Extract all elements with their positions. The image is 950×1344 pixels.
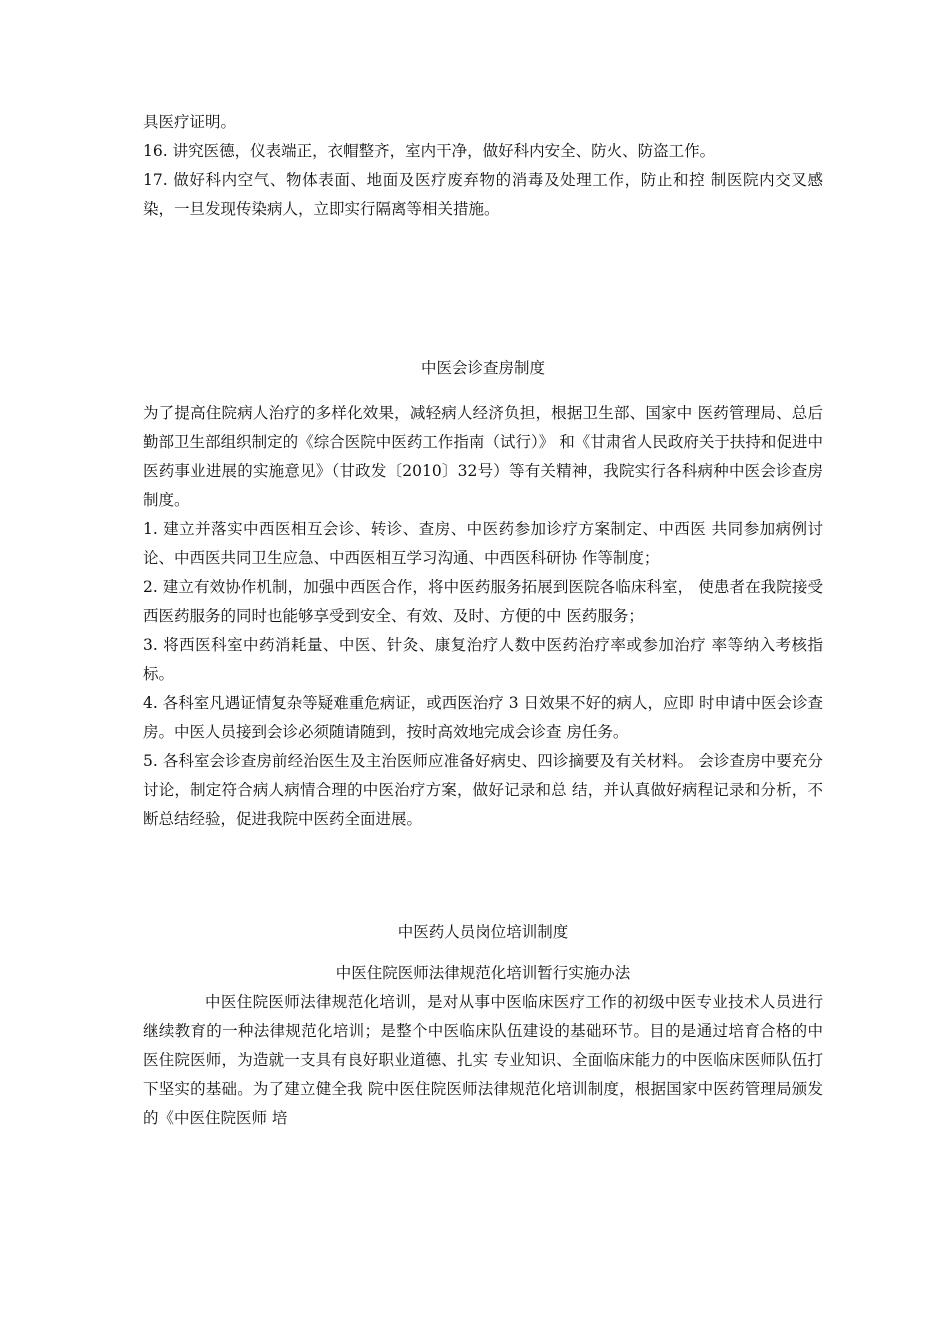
document-page (143, 108, 823, 1133)
body-paragraph: 中医住院医师法律规范化培训，是对从事中医临床医疗工作的初级中医专业技术人员进行继续教育的一种法律规范化培训；是整个中医临床队伍建设的基础环节。目的是通过培育合格的中医住院医师，为造就一支具有良好职业道德、扎实 专业知识、全面临床能力的中医临床医师队伍打下坚实的基础。为了建立健全我 院中医住院医师法律规范化培训制度，根据国家中医药管理局颁发的《中医住院医师 培 (143, 993, 823, 1127)
section-subtitle: 中医住院医师法律规范化培训暂行实施办法 (335, 964, 631, 982)
list-item: 16. 讲究医德，仪表端正，衣帽整齐，室内干净，做好科内安全、防火、防盗工作。 (143, 142, 716, 160)
section-title: 中医药人员岗位培训制度 (397, 923, 569, 941)
list-item: 1. 建立并落实中西医相互会诊、转诊、查房、中医药参加诊疗方案制定、中西医 共同参加病例讨论、中西医共同卫生应急、中西医相互学习沟通、中西医科研协 作等制度； (143, 520, 823, 567)
list-item: 4. 各科室凡遇证情复杂等疑难重危病证，或西医治疗 3 日效果不好的病人，应即 时申请中医会诊查房。中医人员接到会诊必须随请随到，按时高效地完成会诊查 房任务。 (143, 694, 823, 741)
list-item: 2. 建立有效协作机制，加强中西医合作，将中医药服务拓展到医院各临床科室， 使患者在我院接受西医药服务的同时也能够享受到安全、有效、及时、方便的中 医药服务； (143, 578, 823, 625)
list-item: 5. 各科室会诊查房前经治医生及主治医师应准备好病史、四诊摘要及有关材料。 会诊查房中要充分讨论，制定符合病人病情合理的中医治疗方案，做好记录和总 结，并认真做好病程记录和分析，不断总结经验，促进我院中医药全面进展。 (143, 752, 823, 828)
section-title: 中医会诊查房制度 (420, 359, 545, 377)
list-item: 3. 将西医科室中药消耗量、中医、针灸、康复治疗人数中医药治疗率或参加治疗 率等纳入考核指标。 (143, 636, 823, 683)
paragraph-line: 具医疗证明。 (143, 113, 237, 131)
intro-paragraph: 为了提高住院病人治疗的多样化效果，减轻病人经济负担，根据卫生部、国家中 医药管理局、总后勤部卫生部组织制定的《综合医院中医药工作指南（试行）》 和《甘肃省人民政府关于扶持和促进中医药事业进展的实施意见》（甘政发〔2010〕32号）等有关精神，我院实行各科病种中医会诊查房制度。 (143, 404, 823, 509)
list-item: 17. 做好科内空气、物体表面、地面及医疗废弃物的消毒及处理工作，防止和控 制医院内交叉感染，一旦发现传染病人，立即实行隔离等相关措施。 (143, 171, 823, 218)
